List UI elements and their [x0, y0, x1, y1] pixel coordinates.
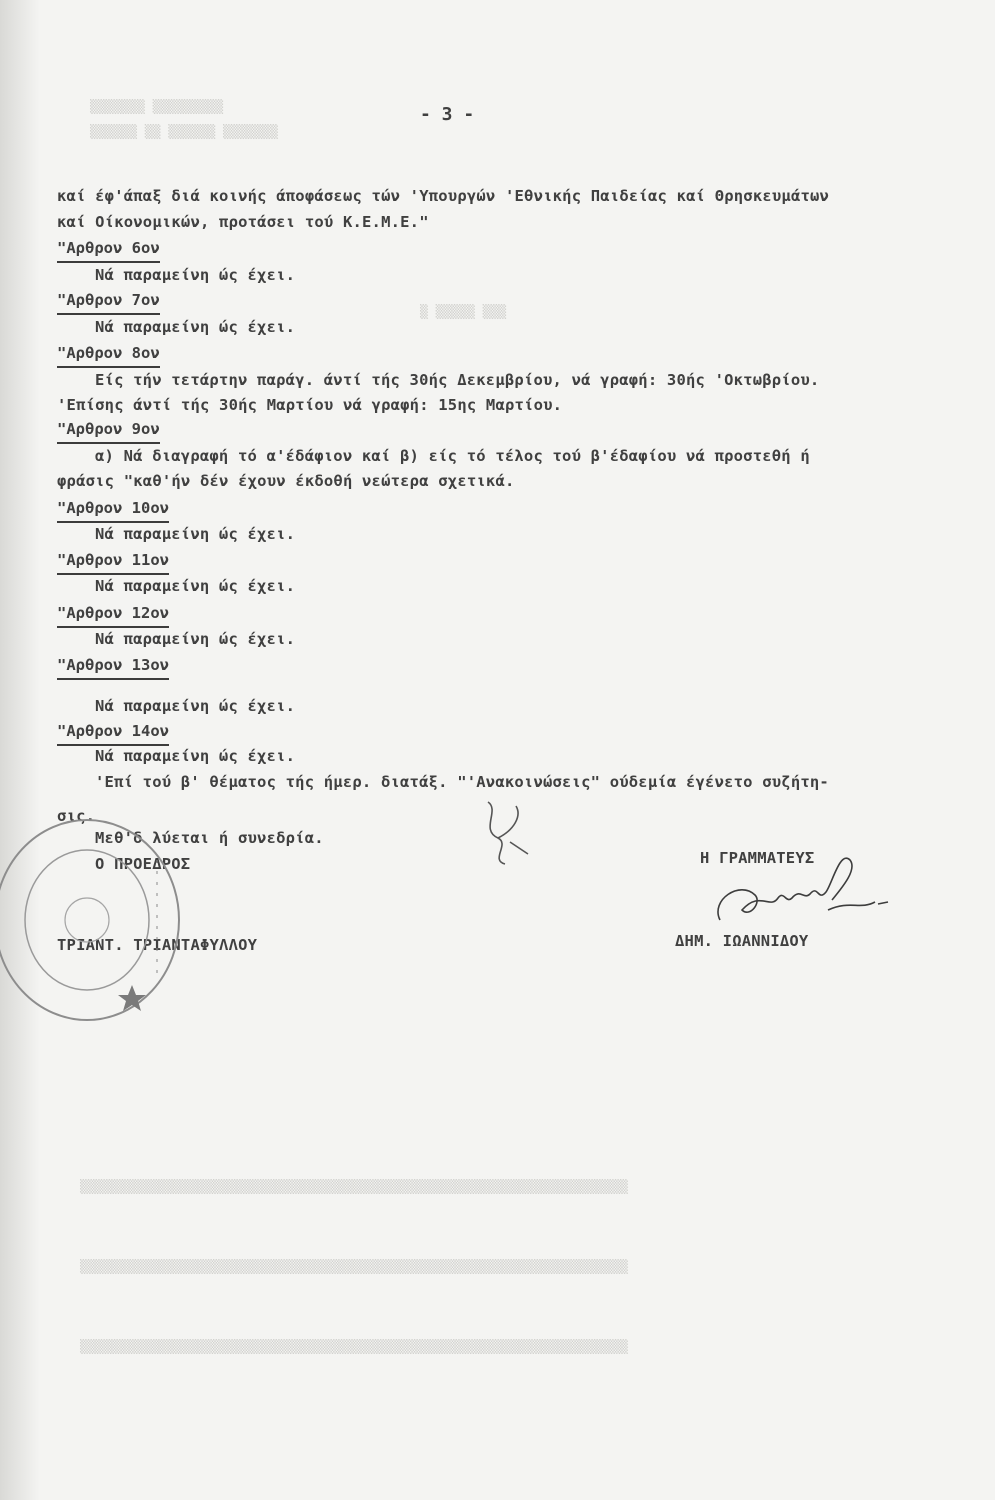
article-text: φράσις "καθ'ήν δέν έχουν έκδοθή νεώτερα σχετικά.: [57, 472, 515, 490]
handwritten-initial-icon: [470, 790, 540, 870]
closing-line: Μεθ'δ λύεται ή συνεδρία.: [95, 829, 324, 847]
intro-line: καί έφ'άπαξ διά κοινής άποφάσεως τών 'Υπουργών 'Εθνικής Παιδείας καί Θρησκευμάτων: [57, 187, 830, 205]
chairman-title: Ο ΠΡΟΕΔΡΟΣ: [95, 855, 191, 873]
intro-line: καί Οίκονομικών, προτάσει τού Κ.Ε.Μ.Ε.": [57, 213, 429, 231]
secretary-title: Η ΓΡΑΜΜΑΤΕΥΣ: [700, 849, 815, 867]
article-text: Νά παραμείνη ώς έχει.: [95, 697, 296, 715]
article-text: Νά παραμείνη ώς έχει.: [95, 266, 296, 284]
secretary-signature-icon: [700, 840, 900, 940]
chairman-name: ΤΡΙΑΝΤ. ΤΡΙΑΝΤΑΦΥΛΛΟΥ: [57, 936, 258, 954]
page-number: - 3 -: [420, 104, 475, 125]
bleed-through: ▒▒▒▒▒▒▒▒▒▒▒▒▒▒▒▒▒▒▒▒▒▒▒▒▒▒▒▒▒▒▒▒▒▒▒▒▒▒▒▒▒▒▒▒▒▒▒▒▒▒▒▒▒▒▒▒▒▒▒▒▒▒▒▒▒▒▒▒▒▒: [80, 1340, 628, 1355]
bleed-through: ▒▒▒▒▒▒▒▒▒▒▒▒▒▒▒▒▒▒▒▒▒▒▒▒▒▒▒▒▒▒▒▒▒▒▒▒▒▒▒▒▒▒▒▒▒▒▒▒▒▒▒▒▒▒▒▒▒▒▒▒▒▒▒▒▒▒▒▒▒▒: [80, 1180, 628, 1195]
article-text: Νά παραμείνη ώς έχει.: [95, 318, 296, 336]
article-heading: "Αρθρον 7ον: [57, 289, 160, 315]
closing-line: 'Επί τού β' θέματος τής ήμερ. διατάξ. "'Ανακοινώσεις" ούδεμία έγένετο συζήτη-: [95, 773, 829, 791]
article-heading: "Αρθρον 12ον: [57, 602, 169, 628]
article-text: Νά παραμείνη ώς έχει.: [95, 747, 296, 765]
article-text: 'Επίσης άντί τής 30ής Μαρτίου νά γραφή: 15ης Μαρτίου.: [57, 396, 563, 414]
article-heading: "Αρθρον 9ον: [57, 418, 160, 444]
secretary-name: ΔΗΜ. ΙΩΑΝΝΙΔΟΥ: [675, 932, 809, 950]
article-text: Νά παραμείνη ώς έχει.: [95, 630, 296, 648]
bleed-through: ▒▒▒▒▒▒▒ ▒▒▒▒▒▒▒▒▒: [90, 100, 224, 115]
bleed-through: ▒ ▒▒▒▒▒ ▒▒▒: [420, 305, 507, 320]
closing-line: σις.: [57, 807, 96, 825]
article-heading: "Αρθρον 10ον: [57, 497, 169, 523]
official-seal-icon: [0, 800, 202, 1030]
page-edge-shadow: [0, 0, 40, 1500]
article-heading: "Αρθρον 14ον: [57, 720, 169, 746]
article-text: Είς τήν τετάρτην παράγ. άντί τής 30ής Δεκεμβρίου, νά γραφή: 30ής 'Οκτωβρίου.: [95, 371, 820, 389]
bleed-through: ▒▒▒▒▒▒ ▒▒ ▒▒▒▒▒▒ ▒▒▒▒▒▒▒: [90, 125, 278, 140]
article-heading: "Αρθρον 6ον: [57, 237, 160, 263]
article-heading: "Αρθρον 13ον: [57, 654, 169, 680]
article-text: α) Νά διαγραφή τό α'έδάφιον καί β) είς τό τέλος τού β'έδαφίου νά προστεθή ή: [95, 447, 810, 465]
bleed-through: ▒▒▒▒▒▒▒▒▒▒▒▒▒▒▒▒▒▒▒▒▒▒▒▒▒▒▒▒▒▒▒▒▒▒▒▒▒▒▒▒▒▒▒▒▒▒▒▒▒▒▒▒▒▒▒▒▒▒▒▒▒▒▒▒▒▒▒▒▒▒: [80, 1260, 628, 1275]
article-heading: "Αρθρον 11ον: [57, 549, 169, 575]
article-text: Νά παραμείνη ώς έχει.: [95, 525, 296, 543]
article-heading: "Αρθρον 8ον: [57, 342, 160, 368]
article-text: Νά παραμείνη ώς έχει.: [95, 577, 296, 595]
